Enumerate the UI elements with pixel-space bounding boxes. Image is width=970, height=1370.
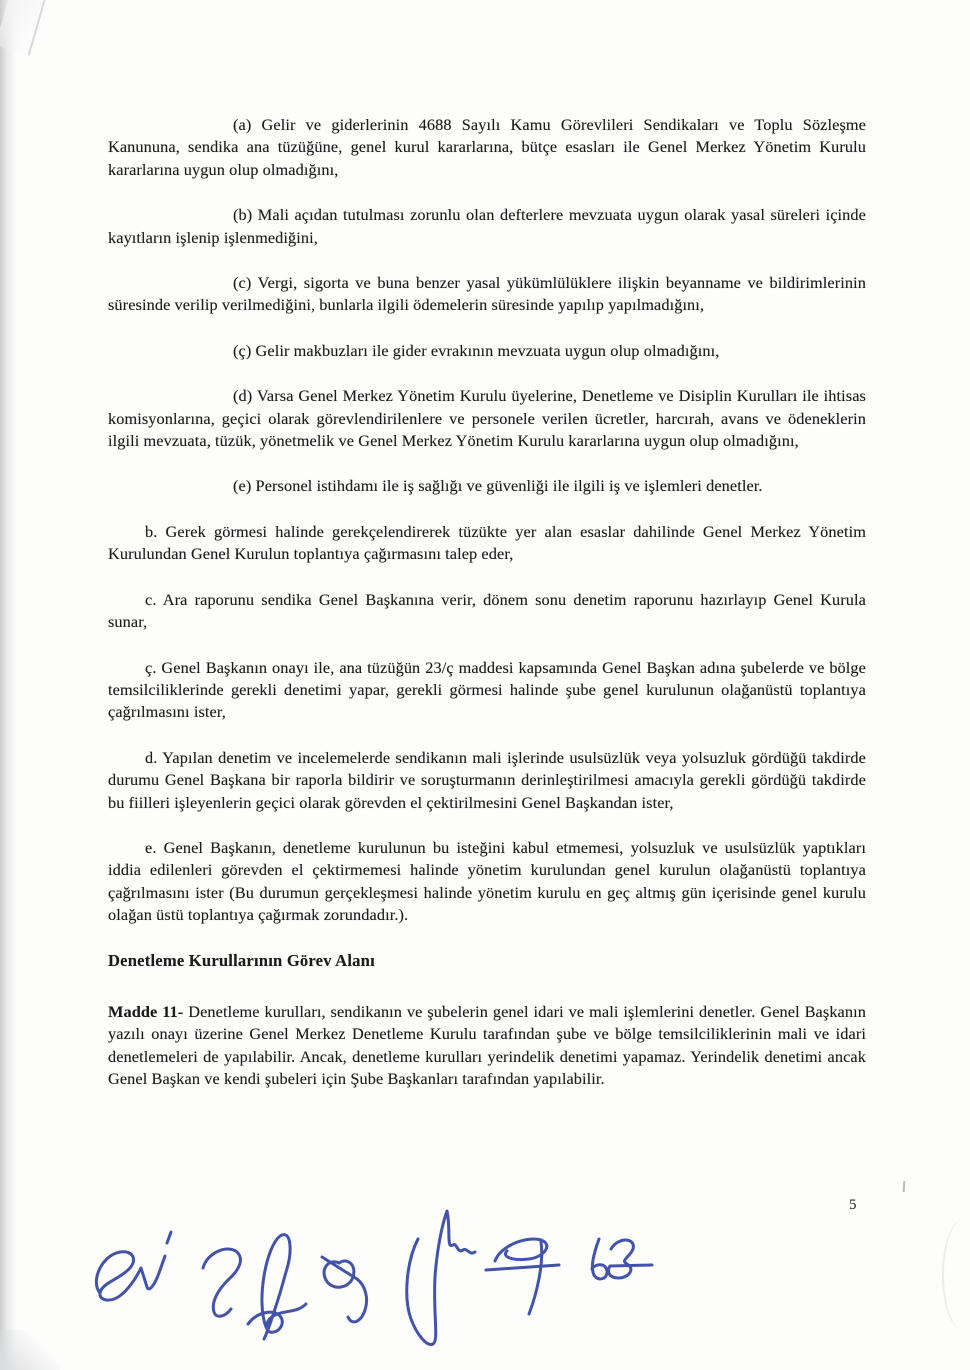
- signature-4: [407, 1211, 475, 1344]
- paragraph-clause-c: (c) Vergi, sigorta ve buna benzer yasal yükümlülüklere ilişkin beyanname ve bildirimlerinin süresinde verilip verilmediğini, bunlarla ilgili ödemelerin süresinde yapılıp yapılmadığını,: [108, 273, 866, 315]
- section-heading: Denetleme Kurullarının Görev Alanı: [108, 950, 375, 970]
- paragraph-madde-11: [108, 1001, 866, 1091]
- scan-corner-shadow: [0, 1330, 60, 1370]
- paragraph-clause-d: (d) Varsa Genel Merkez Yönetim Kurulu üyelerine, Denetleme ve Disiplin Kurulları ile ihtisas komisyonlarına, geçici olarak görevlendirilenlere ve personele verilen ücretler, harcırah, avans ve ödeneklerin ilgili mevzuata, tüzük, yönetmelik ve Genel Merkez Yönetim Kurulu kararlarına uygun olup olmadığını,: [108, 386, 866, 451]
- signature-5: [486, 1239, 559, 1314]
- scan-edge-shadow: [0, 0, 16, 1370]
- scan-artifact-tick: [903, 1181, 905, 1192]
- scan-right-curl: [942, 1220, 970, 1330]
- signature-6: [592, 1239, 652, 1279]
- signature-1: [96, 1232, 171, 1300]
- paragraph-clause-e: (e) Personel istihdamı ile iş sağlığı ve güvenliği ile ilgili iş ve işlemleri denetler.: [233, 476, 763, 496]
- madde-11-label: Madde 11-: [108, 1001, 184, 1021]
- signature-3: [322, 1257, 367, 1322]
- paragraph-clause-c-cedilla: (ç) Gelir makbuzları ile gider evrakının mevzuata uygun olup olmadığını,: [233, 340, 720, 360]
- paragraph-clause-a: (a) Gelir ve giderlerinin 4688 Sayılı Kamu Görevlileri Sendikaları ve Toplu Sözleşme Kanununa, sendika ana tüzüğüne, genel kurul kararlarına, bütçe esasları ile Genel Merkez Yönetim Kurulu kararlarına uygun olup olmadığını,: [108, 115, 866, 179]
- madde-11-text: Denetleme kurulları, sendikanın ve şubelerin genel idari ve mali işlemlerini denetler. Genel Başkanın yazılı onayı üzerine Genel Merkez Denetleme Kurulu tarafından şube ve bölge temsilciliklerinin mali ve idari denetlemeleri de yapılabilir. Ancak, denetleme kurulları yerindelik denetimi yapamaz. Yerindelik denetimi ancak Genel Başkan ve kendi şubeleri için Şube Başkanları tarafından yapılabilir.: [108, 1001, 866, 1089]
- paragraph-item-e: e. Genel Başkanın, denetleme kurulunun bu isteğini kabul etmemesi, yolsuzluk ve usulsüzlük yaptıkları iddia edilenleri görevden el çektirmemesi halinde yönetim kurulundan genel kurulun olağanüstü toplantıya çağrılmasını ister (Bu durumun gerçekleşmesi halinde yönetim kurulu en geç altmış gün içerisinde genel kurulu olağan üstü toplantıya çağırmak zorundadır.).: [108, 837, 866, 925]
- signature-2: [203, 1235, 306, 1339]
- paragraph-item-d: d. Yapılan denetim ve incelemelerde sendikanın mali işlerinde usulsüzlük veya yolsuzluk gördüğü takdirde durumu Genel Başkana bir raporla bildirir ve soruşturmanın derinleştirilmesi amacıyla gerekli gördüğü takdirde bu fiilleri işleyenlerin geçici olarak görevden el çektirilmesini Genel Başkandan ister,: [108, 747, 866, 812]
- signatures-ink: [80, 1205, 670, 1365]
- page-number: 5: [849, 1197, 857, 1213]
- document-content: [108, 114, 866, 1114]
- paragraph-item-c: c. Ara raporunu sendika Genel Başkanına verir, dönem sonu denetim raporunu hazırlayıp Genel Kurula sunar,: [108, 589, 866, 632]
- paragraph-clause-b: (b) Mali açıdan tutulması zorunlu olan defterlere mevzuata uygun olarak yasal süreleri içinde kayıtların işlenip işlenmediğini,: [108, 205, 866, 247]
- paragraph-item-c-cedilla: ç. Genel Başkanın onayı ile, ana tüzüğün 23/ç maddesi kapsamında Genel Başkan adına şubelerde ve bölge temsilciliklerinde gerekli denetimi yapar, gerekli görmesi halinde şube genel kurulunun olağanüstü toplantıya çağrılmasını ister,: [108, 657, 866, 722]
- paragraph-item-b: b. Gerek görmesi halinde gerekçelendirerek tüzükte yer alan esaslar dahilinde Genel Merkez Yönetim Kurulundan Genel Kurulun toplantıya çağırmasını talep eder,: [108, 521, 866, 564]
- page-corner-curl: [0, 0, 49, 56]
